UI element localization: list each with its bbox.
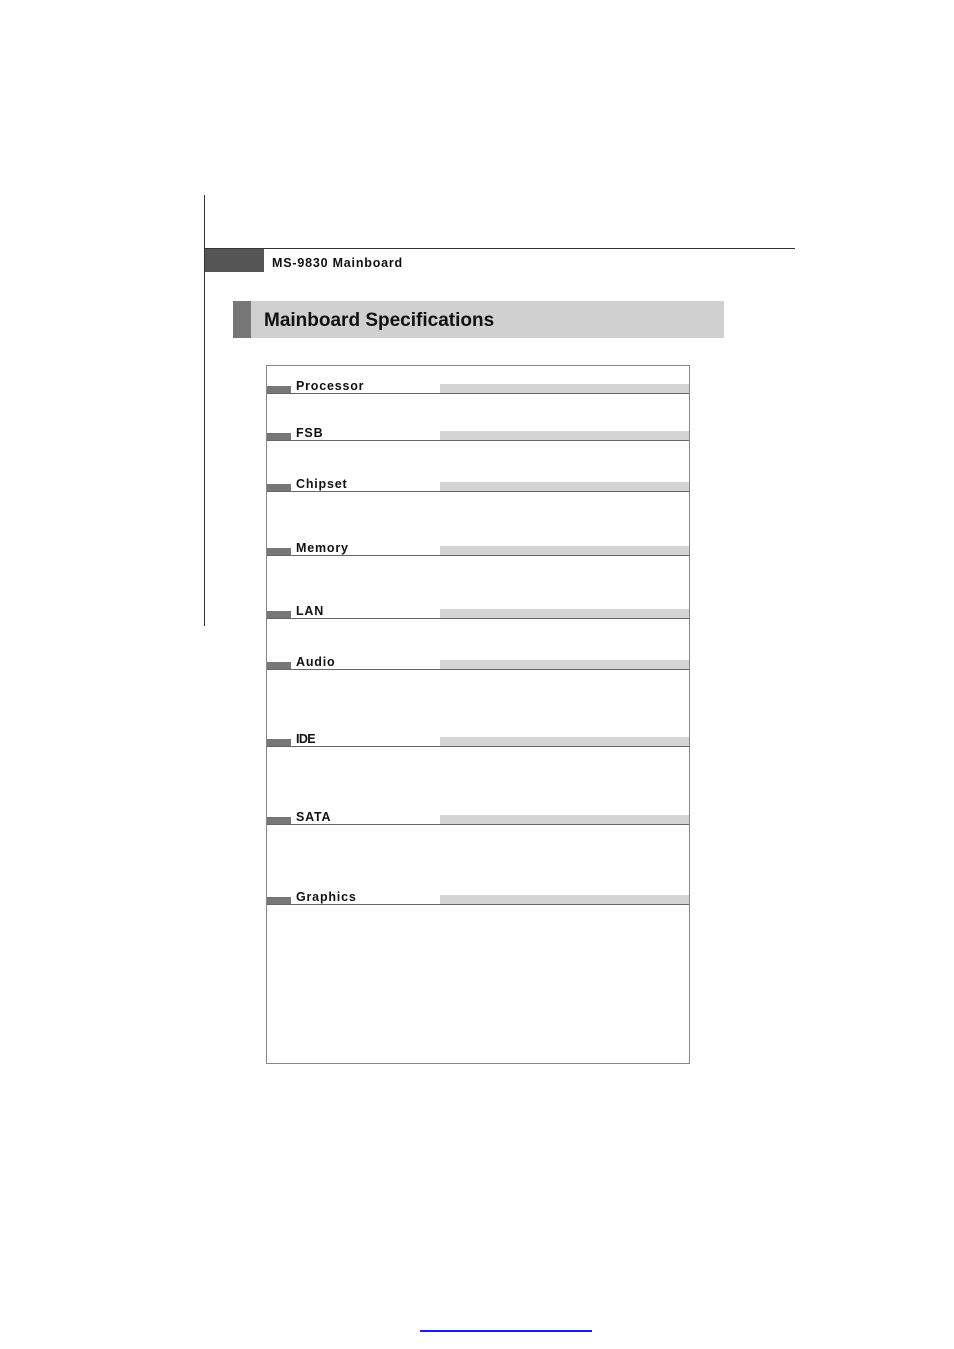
spec-row-marker: [267, 433, 291, 440]
spec-value-band: [440, 546, 689, 555]
spec-row-marker: [267, 739, 291, 746]
spec-label-fsb: FSB: [296, 426, 324, 440]
spec-row-audio: [267, 650, 689, 670]
section-title: Mainboard Specifications: [264, 310, 495, 331]
spec-label-memory: Memory: [296, 541, 349, 555]
spec-row-divider: [267, 618, 689, 619]
spec-row-divider: [267, 824, 689, 825]
spec-value-band: [440, 482, 689, 491]
spec-label-ide: IDE: [296, 732, 316, 746]
spec-row-marker: [267, 662, 291, 669]
header-rule: [204, 248, 795, 249]
spec-value-band: [440, 737, 689, 746]
spec-row-divider: [267, 393, 689, 394]
spec-row-marker: [267, 548, 291, 555]
spec-label-chipset: Chipset: [296, 477, 348, 491]
header-tab-block: [205, 249, 264, 272]
spec-value-band: [440, 609, 689, 618]
spec-row-memory: [267, 536, 689, 556]
spec-label-processor: Processor: [296, 379, 365, 393]
spec-label-audio: Audio: [296, 655, 336, 669]
spec-row-ide: [267, 727, 689, 747]
spec-value-band: [440, 660, 689, 669]
spec-table: [266, 365, 690, 1064]
spec-value-band: [440, 815, 689, 824]
spec-row-lan: [267, 599, 689, 619]
spec-row-divider: [267, 555, 689, 556]
spec-row-marker: [267, 817, 291, 824]
spec-value-band: [440, 895, 689, 904]
spec-label-lan: LAN: [296, 604, 325, 618]
spec-row-marker: [267, 484, 291, 491]
spec-row-chipset: [267, 472, 689, 492]
spec-label-sata: SATA: [296, 810, 332, 824]
spec-value-band: [440, 431, 689, 440]
spec-row-marker: [267, 897, 291, 904]
spec-row-divider: [267, 491, 689, 492]
section-title-bar: [233, 301, 724, 338]
footer-link-underline[interactable]: [420, 1330, 592, 1332]
spec-row-graphics: [267, 885, 689, 905]
section-title-marker: [233, 301, 251, 338]
spec-row-processor: [267, 374, 689, 394]
spec-row-divider: [267, 440, 689, 441]
spec-row-marker: [267, 386, 291, 393]
spec-row-divider: [267, 904, 689, 905]
spec-row-divider: [267, 669, 689, 670]
spec-row-fsb: [267, 421, 689, 441]
spec-row-divider: [267, 746, 689, 747]
header-model-label: MS-9830 Mainboard: [272, 256, 403, 270]
spec-value-band: [440, 384, 689, 393]
spec-row-sata: [267, 805, 689, 825]
spec-label-graphics: Graphics: [296, 890, 357, 904]
spec-row-marker: [267, 611, 291, 618]
